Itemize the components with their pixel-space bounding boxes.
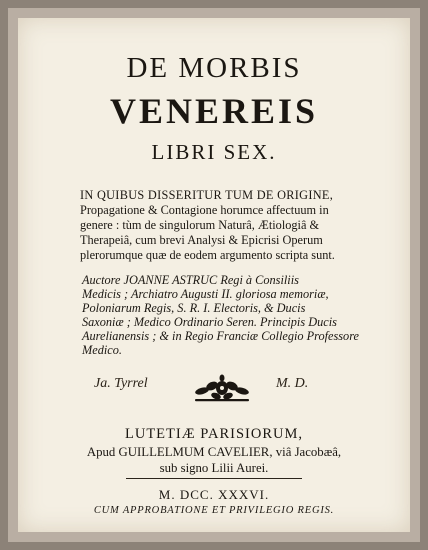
subtitle-line-2: Propagatione & Contagione horumce affectuum in — [80, 203, 329, 217]
author-line-5: Aurelianensis ; & in Regio Franciæ Collegio Professore — [82, 329, 359, 343]
imprint-date: M. DCC. XXXVI. — [158, 487, 270, 502]
subtitle-line-5: plerorumque quæ de eodem argumento scripta sunt. — [80, 248, 335, 262]
divider-rule — [126, 478, 302, 479]
imprint-publisher-2: sub signo Lilii Aurei. — [159, 461, 269, 475]
title-line-1: DE MORBIS — [126, 52, 302, 84]
subtitle-line-3: genere : tùm de singulorum Naturâ, Ætiologiâ & — [80, 218, 320, 232]
imprint-privilege: CUM APPROBATIONE ET PRIVILEGIO REGIS. — [93, 505, 335, 516]
page-frame — [8, 8, 420, 542]
subtitle-line-1: IN QUIBUS DISSERITUR TUM DE ORIGINE, — [80, 188, 334, 202]
title-page — [18, 18, 410, 532]
imprint-place: LUTETIÆ PARISIORUM, — [125, 426, 303, 442]
imprint-publisher-1: Apud GUILLELMUM CAVELIER, viâ Jacobæâ, — [86, 445, 342, 459]
author-line-2: Medicis ; Archiatro Augusti II. gloriosa memoriæ, — [82, 287, 329, 301]
author-line-6: Medico. — [82, 343, 122, 357]
title-line-3: LIBRI SEX. — [151, 140, 277, 164]
author-line-4: Saxoniæ ; Medico Ordinario Seren. Principis Ducis — [82, 315, 337, 329]
title-line-2: VENEREIS — [109, 91, 319, 131]
author-line-3: Poloniarum Regis, S. R. I. Electoris, & Ducis — [82, 301, 306, 315]
author-line-1: Auctore JOANNE ASTRUC Regi à Consiliis — [82, 273, 299, 287]
signature-right: M. D. — [276, 376, 309, 391]
subtitle-line-4: Therapeiâ, cum brevi Analysi & Epicrisi Operum — [80, 233, 323, 247]
floral-ornament-icon — [190, 374, 254, 404]
signature-left: Ja. Tyrrel — [94, 376, 148, 391]
